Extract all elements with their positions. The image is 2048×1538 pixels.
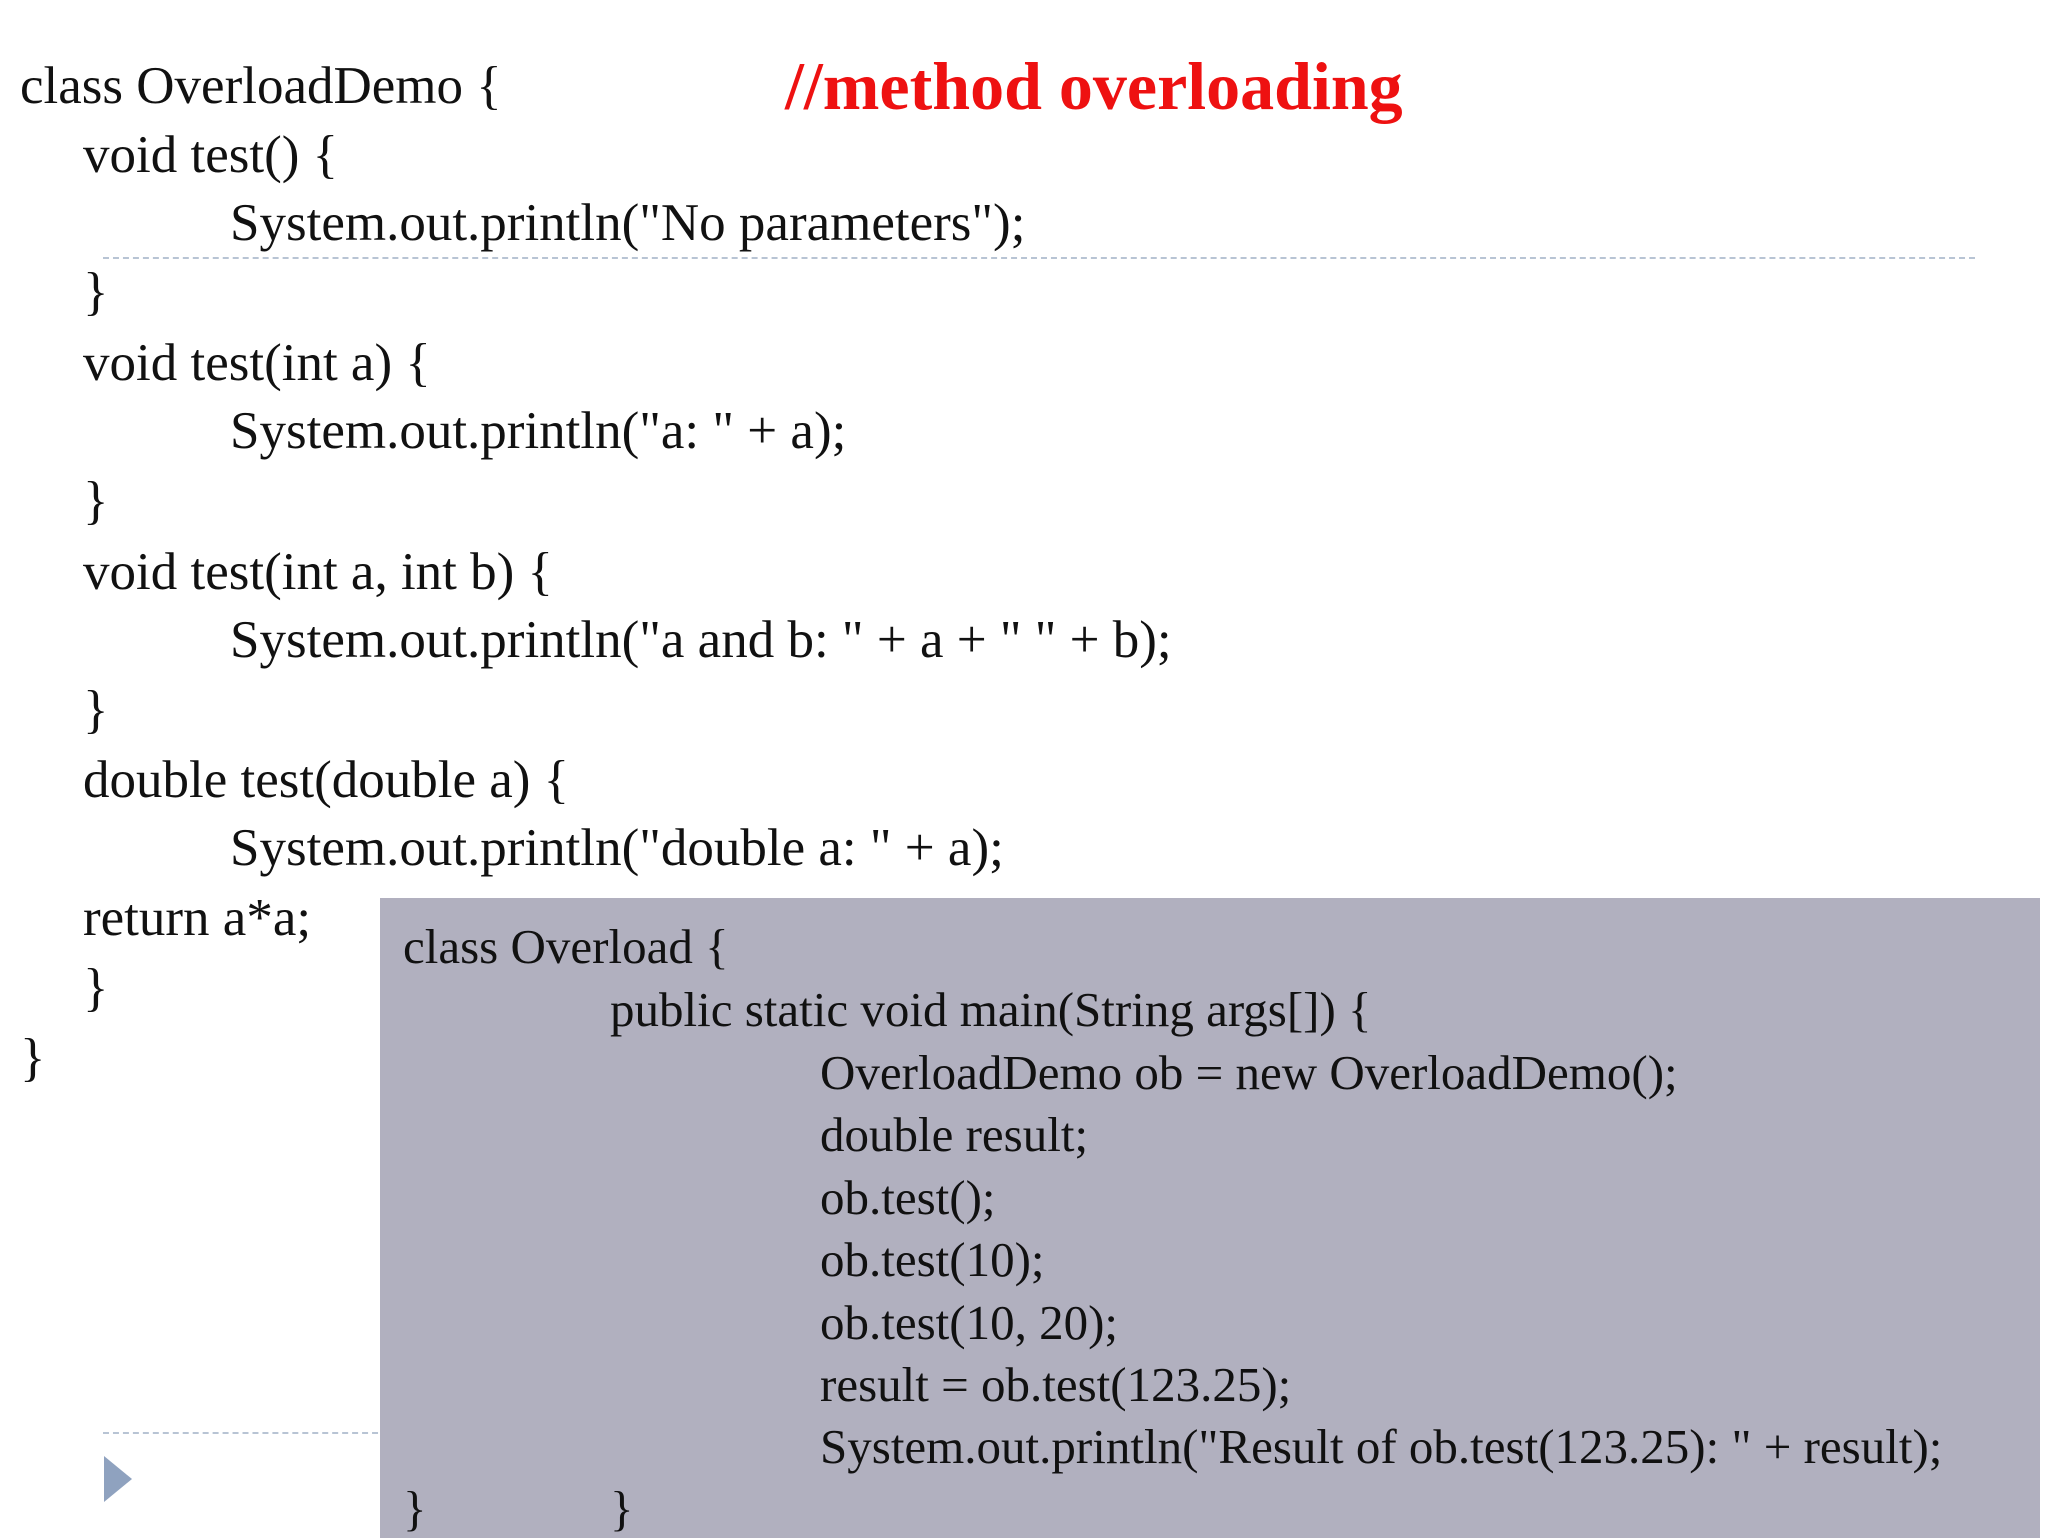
code-line: } — [83, 472, 109, 530]
code-line: System.out.println("double a: " + a); — [230, 819, 1004, 877]
code-line: double test(double a) { — [83, 751, 570, 809]
code-line: return a*a; — [83, 889, 312, 947]
code-line: public static void main(String args[]) { — [610, 982, 1372, 1037]
code-line: ob.test(10, 20); — [820, 1295, 1119, 1350]
code-line: } — [83, 263, 109, 321]
code-line: } — [20, 1029, 46, 1087]
code-line: ob.test(); — [820, 1170, 996, 1225]
bullet-triangle-icon — [104, 1456, 132, 1502]
code-line: System.out.println("a: " + a); — [230, 402, 847, 460]
code-line: System.out.println("No parameters"); — [230, 194, 1026, 252]
code-line: void test() { — [83, 126, 339, 184]
code-line: void test(int a) { — [83, 334, 431, 392]
code-line: } — [403, 1481, 427, 1536]
overload-code-panel — [380, 898, 2040, 1538]
code-line: void test(int a, int b) { — [83, 543, 553, 601]
code-line: } — [83, 681, 109, 739]
code-line: class OverloadDemo { — [20, 57, 502, 115]
code-line: result = ob.test(123.25); — [820, 1357, 1292, 1412]
code-line: } — [83, 959, 109, 1017]
slide-heading: //method overloading — [785, 48, 1403, 124]
divider-line-bottom — [103, 1432, 388, 1434]
code-line: } — [610, 1481, 634, 1536]
divider-line-top — [103, 257, 1975, 259]
code-line: double result; — [820, 1107, 1089, 1162]
code-line: ob.test(10); — [820, 1232, 1045, 1287]
code-line: System.out.println("a and b: " + a + " " + b); — [230, 611, 1172, 669]
code-line: OverloadDemo ob = new OverloadDemo(); — [820, 1045, 1678, 1100]
code-line: class Overload { — [403, 919, 729, 974]
code-line: System.out.println("Result of ob.test(123.25): " + result); — [820, 1419, 1943, 1474]
